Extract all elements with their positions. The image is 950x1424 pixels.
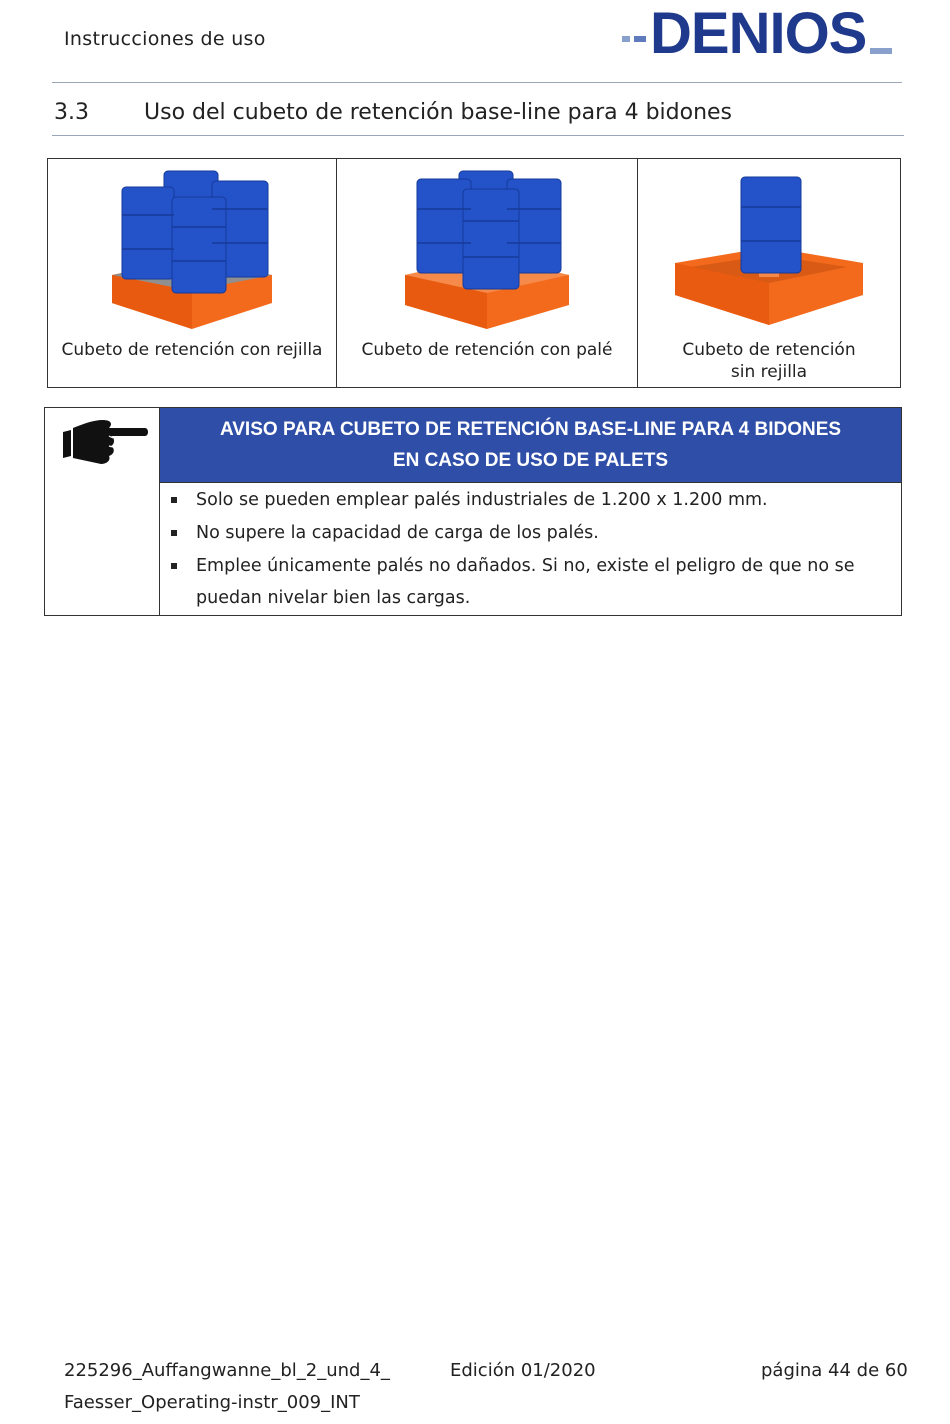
sump-with-grate-4-drums-image [92, 163, 292, 335]
notice-heading [160, 408, 901, 483]
figure-caption [638, 339, 900, 383]
notice-heading-line2: EN CASO DE USO DE PALETS [392, 450, 669, 471]
figure-table [47, 158, 901, 388]
section-number: 3.3 [54, 100, 89, 125]
logo-text: DENIOS [650, 1, 867, 66]
pointing-hand-icon [59, 414, 149, 468]
figure-cell-no-grate [637, 159, 900, 387]
header-divider [52, 82, 902, 83]
figure-caption-line2: sin rejilla [730, 362, 808, 382]
figure-cell-grate [48, 159, 336, 387]
sump-with-pallet-4-drums-image [387, 163, 587, 335]
figure-caption: Cubeto de retención con rejilla [61, 340, 323, 360]
footer-doc-id-line2: Faesser_Operating-instr_009_INT [64, 1392, 360, 1413]
sump-without-grate-1-drum-image [669, 163, 869, 335]
footer-edition: Edición 01/2020 [450, 1360, 596, 1381]
notice-icon-cell [45, 408, 160, 615]
figure-cell-pallet [336, 159, 637, 387]
footer-doc-id-line1: 225296_Auffangwanne_bl_2_und_4_ [64, 1360, 390, 1381]
figure-caption-line1: Cubeto de retención [682, 340, 856, 360]
figure-caption: Cubeto de retención con palé [361, 340, 613, 360]
notice-heading-line1: AVISO PARA CUBETO DE RETENCIÓN BASE-LINE PARA 4 BIDONES [219, 419, 842, 440]
section-divider [52, 135, 904, 136]
section-title: Uso del cubeto de retención base-line para 4 bidones [144, 100, 733, 125]
notice-list [160, 483, 901, 614]
header-title: Instrucciones de uso [64, 28, 266, 50]
list-item: Emplee únicamente palés no dañados. Si no, existe el peligro de que no se puedan nivelar bien las cargas. [160, 550, 901, 614]
denios-logo [622, 1, 894, 66]
notice-box [44, 407, 902, 616]
footer-page-number: página 44 de 60 [761, 1360, 908, 1381]
list-item: No supere la capacidad de carga de los palés. [160, 517, 901, 549]
list-item: Solo se pueden emplear palés industriales de 1.200 x 1.200 mm. [160, 484, 901, 516]
